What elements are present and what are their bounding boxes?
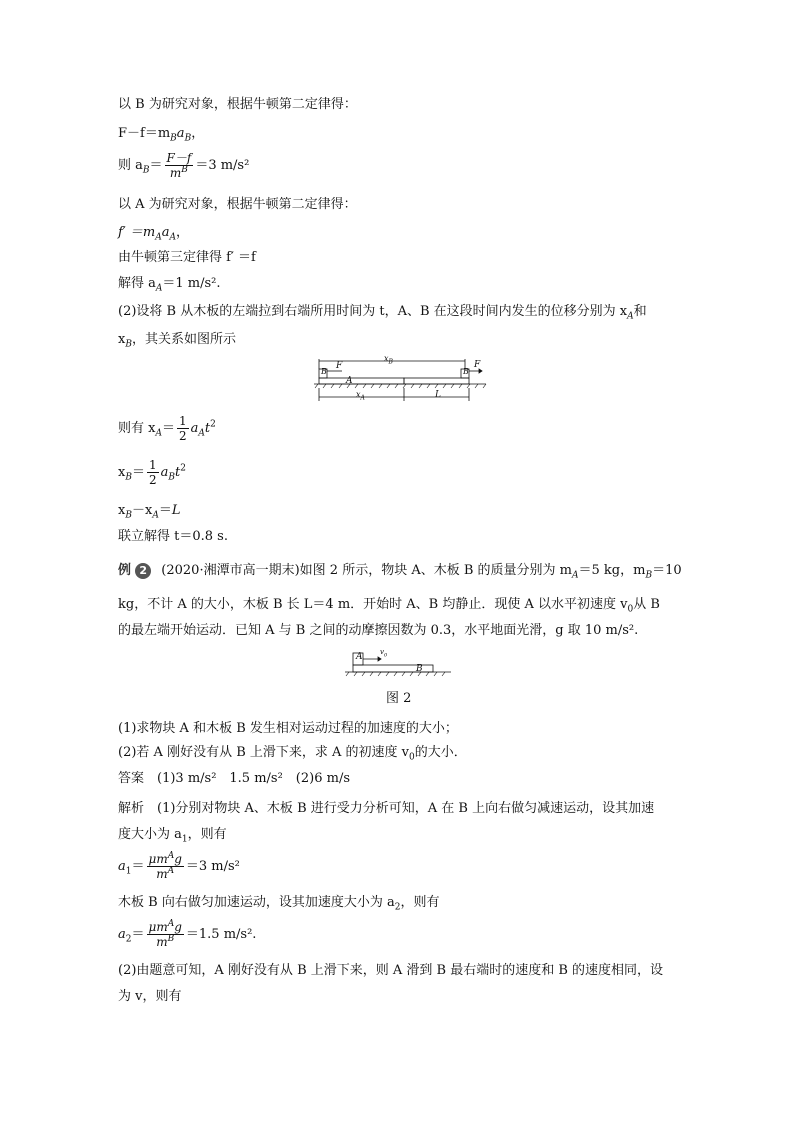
example-line: 的最左端开始运动．已知 A 与 B 之间的动摩擦因数为 0.3，水平地面光滑，g 取 10 m/s². <box>118 623 639 638</box>
example-line: 例 2 (2020·湘潭市高一期末)如图 2 所示，物块 A、木板 B 的质量分别为 $m_A=5$ kg，$m_B=10$ <box>118 563 682 581</box>
question-line: (1)求物块 A 和木板 B 发生相对运动过程的加速度的大小； <box>118 721 458 736</box>
analysis-line: 度大小为 $a_1$，则有 <box>118 827 227 845</box>
equation-line: $F-f=m_Ba_B$， <box>118 126 205 144</box>
analysis-line: 为 v，则有 <box>118 989 182 1004</box>
equation-line: $x_B=$ $\frac{1}{2}$ $a_Bt^2$ <box>118 458 186 487</box>
force-label: F <box>474 360 481 370</box>
force-label: F <box>336 361 343 371</box>
example-label: 例 <box>118 563 132 578</box>
equation-line: 解得 $a_A=1$ m/s². <box>118 276 221 294</box>
text-line: $x_B$，其关系如图所示 <box>118 332 236 350</box>
board-label: B <box>416 664 423 674</box>
displacement-label: $x_A$ <box>356 390 365 402</box>
question-line: (2)若 A 刚好没有从 B 上滑下来，求 A 的初速度 $v_0$的大小． <box>118 745 467 763</box>
text-line: 由牛顿第三定律得 f′ ＝f <box>118 250 256 265</box>
text-line: 以 A 为研究对象，根据牛顿第二定律得： <box>118 197 357 212</box>
block-label: B <box>321 367 327 376</box>
equation-line: $a_2=$ $\frac{\mu m^Ag}{m^B}$ ＝1.5 m/s². <box>118 919 257 949</box>
equation-line: 则有 $x_A=$ $\frac{1}{2}$ $a_At^2$ <box>118 414 216 443</box>
length-label: L <box>435 390 441 400</box>
block-label: B <box>463 367 469 376</box>
example-number-badge: 2 <box>135 563 151 579</box>
analysis-line: (2)由题意可知，A 刚好没有从 B 上滑下来，则 A 滑到 B 最右端时的速度和 B 的速度相同，设 <box>118 963 664 978</box>
block-label: A <box>356 652 363 662</box>
text-line: 联立解得 t＝0.8 s. <box>118 529 228 544</box>
equation-line: $a_1=$ $\frac{\mu m^Ag}{m^A}$ ＝3 m/s² <box>118 851 240 881</box>
text-line: 以 B 为研究对象，根据牛顿第二定律得： <box>118 97 357 112</box>
board-label: A <box>346 376 353 386</box>
example-line: kg，不计 A 的大小，木板 B 长 L＝4 m．开始时 A、B 均静止．现使 A 以水平初速度 $v_0$从 B <box>118 597 660 615</box>
velocity-label: $v_0$ <box>380 648 388 659</box>
equation-line: $f' =m_Aa_A$， <box>118 225 190 243</box>
figure-caption: 图 2 <box>386 691 412 706</box>
analysis-line: 木板 B 向右做匀加速运动，设其加速度大小为 $a_2$，则有 <box>118 895 440 913</box>
text-line: (2)设将 B 从木板的左端拉到右端所用时间为 t，A、B 在这段时间内发生的位移分别为 $x_A$和 <box>118 304 647 322</box>
answer-line: 答案 (1)3 m/s² 1.5 m/s² (2)6 m/s <box>118 771 351 786</box>
equation-line: 则 $a_B=$ $\frac{F-f}{m^B}$ ＝3 m/s² <box>118 151 250 180</box>
equation-line: $x_B-x_A=L$ <box>118 503 181 521</box>
displacement-label: $x_B$ <box>384 354 393 366</box>
analysis-line: 解析 (1)分别对物块 A、木板 B 进行受力分析可知，A 在 B 上向右做匀减速运动，设其加速 <box>118 801 655 816</box>
